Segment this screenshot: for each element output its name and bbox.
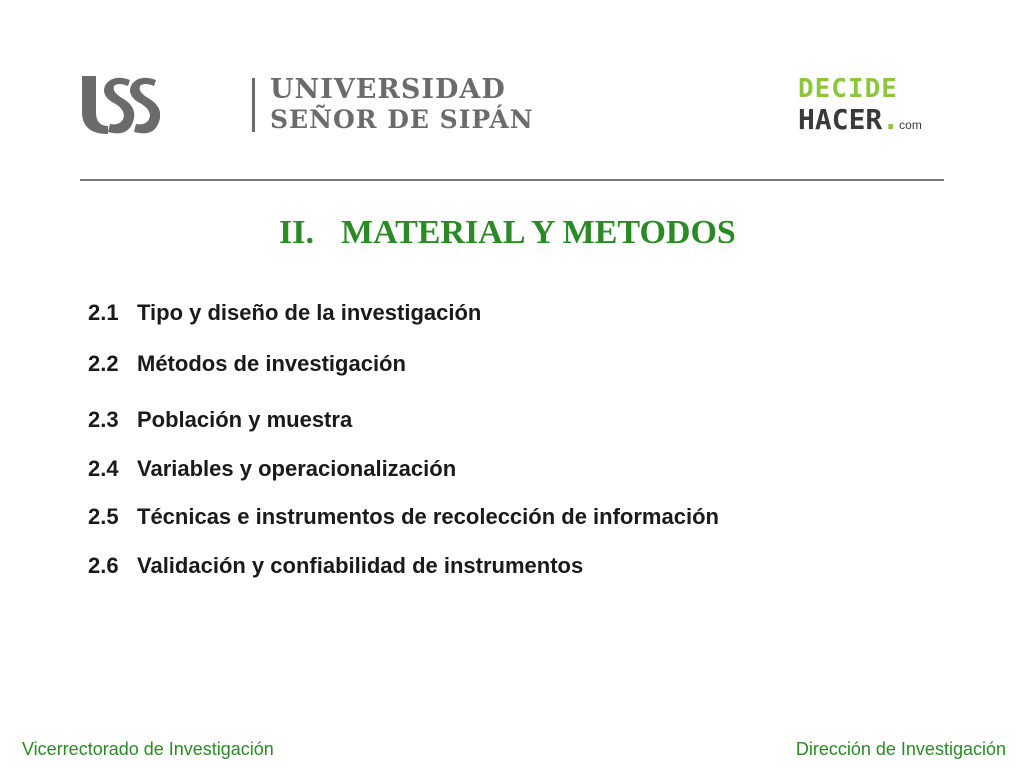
uss-monogram-icon	[80, 72, 160, 138]
decide-hacer-word: HACER	[798, 103, 883, 136]
section-number: 2.2	[88, 351, 119, 376]
section-label: Tipo y diseño de la investigación	[137, 300, 482, 325]
slide-title	[279, 214, 736, 251]
section-number: 2.1	[88, 300, 119, 325]
section-item	[88, 458, 456, 480]
footer-direccion: Dirección de Investigación	[795, 739, 1006, 759]
section-item	[88, 409, 352, 431]
section-label: Validación y confiabilidad de instrumentos	[137, 553, 584, 578]
section-label: Técnicas e instrumentos de recolección de información	[137, 504, 719, 529]
section-label: Variables y operacionalización	[137, 456, 457, 481]
section-item	[88, 302, 481, 324]
university-logo	[80, 72, 534, 138]
footer-vicerrectorado: Vicerrectorado de Investigación	[22, 739, 274, 759]
section-number: 2.3	[88, 407, 119, 432]
decide-hacer-line2	[798, 103, 922, 136]
section-item	[88, 506, 719, 528]
decide-hacer-dot: .	[882, 103, 900, 136]
slide-title-text: MATERIAL Y METODOS	[341, 214, 736, 251]
section-number: 2.5	[88, 504, 119, 529]
university-name	[270, 76, 534, 132]
section-item	[88, 555, 583, 577]
section-number: 2.4	[88, 456, 119, 481]
logo-divider	[252, 78, 255, 132]
university-name-line1: UNIVERSIDAD	[270, 74, 506, 105]
university-name-line2: SEÑOR DE SIPÁN	[270, 105, 534, 134]
header-divider	[80, 179, 944, 181]
decide-hacer-line1: DECIDE	[798, 74, 898, 104]
decide-hacer-suffix: com	[899, 118, 922, 132]
section-number: 2.6	[88, 553, 119, 578]
slide-title-number: II.	[279, 214, 314, 251]
section-label: Métodos de investigación	[137, 351, 406, 376]
section-item	[88, 353, 406, 375]
decide-hacer-logo	[798, 76, 958, 140]
section-label: Población y muestra	[137, 407, 353, 432]
